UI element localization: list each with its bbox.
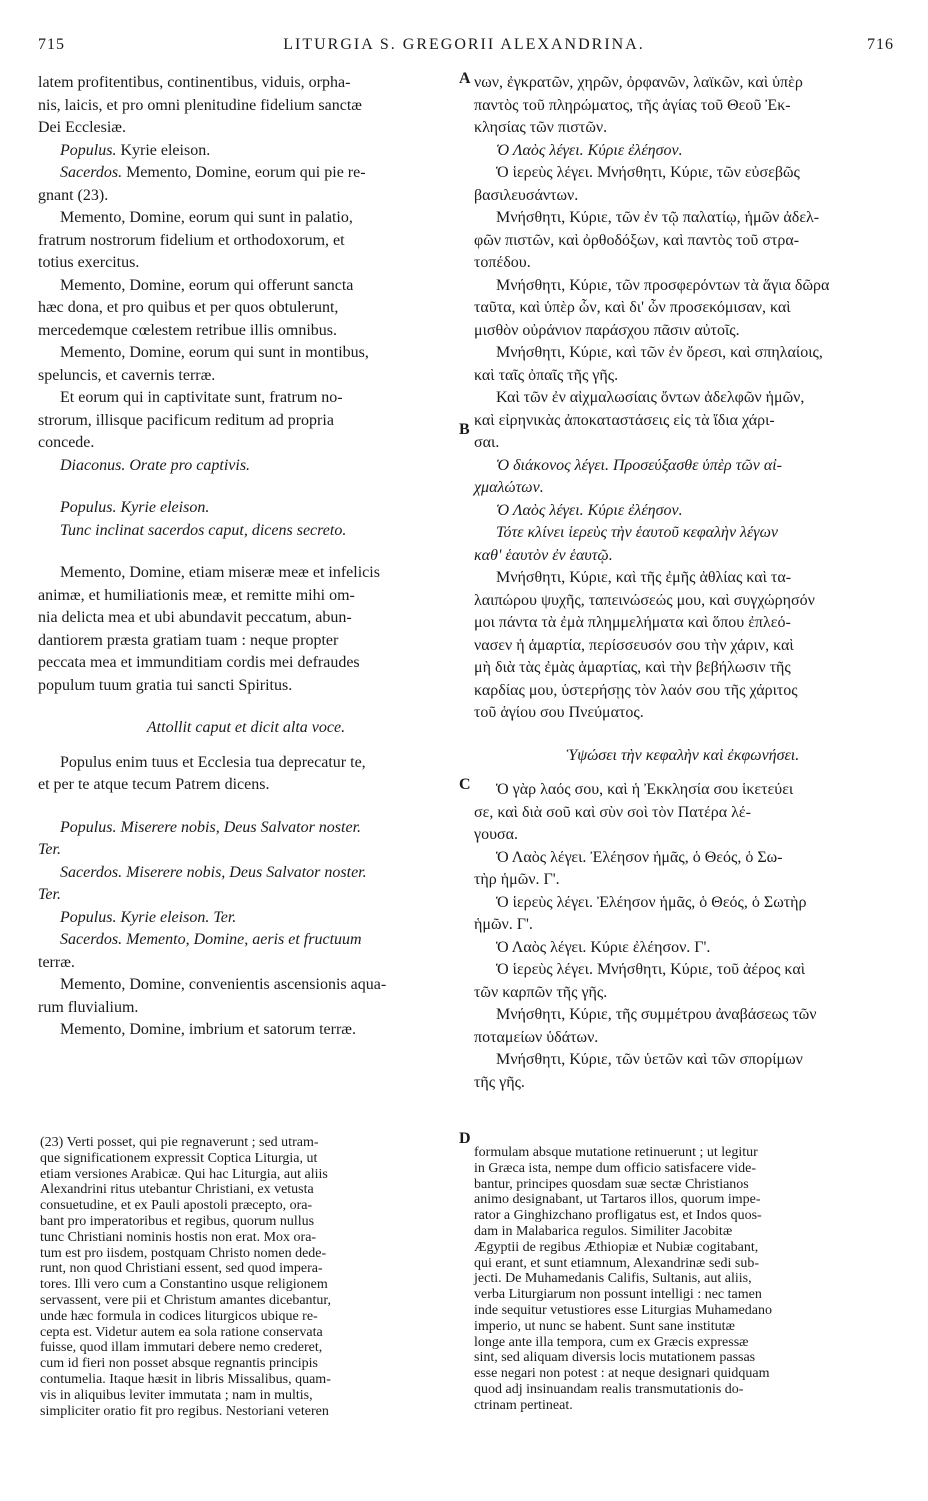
latin-line: hæc dona, et pro quibus et per quos obtulerunt, bbox=[38, 299, 339, 316]
greek-line: ποταμείων ὑδάτων. bbox=[474, 1028, 599, 1046]
latin-line: Memento, Domine, convenientis ascensionis aqua- bbox=[60, 976, 387, 993]
greek-rubric: καθ' ἑαυτὸν ἐν ἑαυτῷ. bbox=[474, 546, 613, 564]
latin-line: Memento, Domine, eorum qui offerunt sancta bbox=[60, 276, 354, 294]
greek-line: τῶν καρπῶν τῆς γῆς. bbox=[474, 983, 608, 1001]
rubric-line: Ter. bbox=[38, 886, 61, 903]
footnote-line: servassent, vere pii et Christum amantes dicebantur, bbox=[40, 1292, 332, 1308]
greek-line: φῶν πιστῶν, καὶ ὀρθοδόξων, καὶ παντὸς τοῦ στρα- bbox=[474, 231, 800, 249]
footnote-right bbox=[474, 1145, 892, 1414]
greek-line: βασιλευσάντων. bbox=[474, 186, 579, 204]
rubric-line: Diaconus. Orate pro captivis. bbox=[60, 456, 251, 474]
spacer bbox=[38, 542, 454, 562]
footnote-line: etiam versiones Arabicæ. Qui hac Liturgia, aut aliis bbox=[40, 1166, 328, 1182]
rubric-line bbox=[38, 140, 454, 163]
latin-line: Memento, Domine, eorum qui sunt in palatio, bbox=[60, 209, 353, 226]
footnote-line: in Græca ista, nempe dum officio satisfacere vide- bbox=[474, 1160, 756, 1176]
greek-line: Μνήσθητι, Κύριε, τῶν ἐν τῷ παλατίῳ, ἡμῶν ἀδελ- bbox=[496, 209, 820, 226]
greek-line: ταῦτα, καὶ ὑπὲρ ὧν, καὶ δι' ὧν προσεκόμισαν, καὶ bbox=[474, 299, 791, 316]
response-text: Kyrie eleison. bbox=[116, 141, 211, 159]
latin-line: totius exercitus. bbox=[38, 254, 140, 271]
right-page-number: 716 bbox=[867, 36, 894, 53]
footnote-line: sint, sed aliquam diversis locis mutationem passas bbox=[474, 1350, 756, 1366]
latin-line: Memento, Domine, eorum qui sunt in montibus, bbox=[60, 344, 369, 361]
greek-line: Μνήσθητι, Κύριε, τῶν προσφερόντων τὰ ἅγια δῶρα bbox=[496, 276, 830, 294]
spacer bbox=[38, 797, 454, 817]
speaker-label: Sacerdos. bbox=[60, 164, 123, 181]
greek-rubric: χμαλώτων. bbox=[474, 479, 544, 496]
greek-column bbox=[474, 72, 892, 1094]
footnote-line: tum est pro iisdem, postquam Christo nomen dede- bbox=[40, 1245, 327, 1261]
footnote-line: animo designabant, ut Tartaros illos, quorum impe- bbox=[474, 1192, 761, 1208]
latin-line: animæ, et humiliationis meæ, et remitte mihi om- bbox=[38, 586, 355, 604]
spacer bbox=[474, 767, 892, 779]
rubric-line: Sacerdos. Memento, Domine, aeris et fructuum bbox=[60, 931, 362, 948]
footnote-line: quod adj insinuandam realis transmutationis do- bbox=[474, 1381, 744, 1397]
footnote-line: Alexandrini ritus utebantur Christiani, ex vetusta bbox=[40, 1182, 314, 1198]
footnote-line: rator a Ginghizchano profligatus est, et Indos quos- bbox=[474, 1208, 762, 1224]
greek-line: σαι. bbox=[474, 434, 500, 451]
greek-line: Μνήσθητι, Κύριε, καὶ τῶν ἐν ὄρεσι, καὶ σπηλαίοις, bbox=[496, 344, 823, 361]
rubric-line: Ter. bbox=[38, 841, 61, 858]
latin-line: fratrum nostrorum fidelium et orthodoxorum, et bbox=[38, 231, 345, 249]
footnote-line: bant pro imperatoribus et regibus, quorum nullus bbox=[40, 1213, 315, 1229]
latin-line: terræ. bbox=[38, 953, 75, 971]
latin-line: latem profitentibus, continentibus, viduis, orpha- bbox=[38, 74, 351, 91]
greek-line: παντὸς τοῦ πληρώματος, τῆς ἁγίας τοῦ Θεοῦ Ἐκ- bbox=[474, 96, 791, 114]
greek-line: κλησίας τῶν πιστῶν. bbox=[474, 119, 608, 136]
greek-line: Ὁ ἱερεὺς λέγει. Ἐλέησον ἡμᾶς, ὁ Θεός, ὁ Σωτὴρ bbox=[496, 893, 807, 911]
latin-column bbox=[38, 72, 454, 1042]
footnote-left bbox=[40, 1135, 454, 1419]
footnote-line: tores. Illi vero cum a Constantino usque religionem bbox=[40, 1277, 328, 1293]
greek-line: νασεν ἡ ἁμαρτία, περίσσευσόν σου τὴν χάριν, καὶ bbox=[474, 636, 794, 654]
footnote-line: ctrinam pertineat. bbox=[474, 1397, 573, 1413]
greek-line: ἡμῶν. Γ'. bbox=[474, 916, 533, 933]
greek-rubric-heading: Ὑψώσει τὴν κεφαλὴν καὶ ἐκφωνήσει. bbox=[566, 746, 800, 764]
footnote-line: inde sequitur vetustiores esse Liturgias Muhamedano bbox=[474, 1302, 772, 1318]
footnote-line: esse negari non potest : at neque designari quidquam bbox=[474, 1366, 770, 1382]
latin-line: peccata mea et immunditiam cordis mei defraudes bbox=[38, 654, 360, 671]
margin-marker-d: D bbox=[459, 1130, 471, 1147]
margin-marker-a: A bbox=[459, 70, 471, 87]
footnote-line: jecti. De Muhamedanis Califis, Sultanis, aut aliis, bbox=[474, 1271, 752, 1287]
greek-line: λαιπώρου ψυχῆς, ταπεινώσεώς μου, καὶ συγχώρησόν bbox=[474, 591, 815, 609]
spacer bbox=[474, 725, 892, 745]
footnote-line: vis in aliquibus leviter immutata ; nam in multis, bbox=[40, 1387, 313, 1403]
margin-marker-c: C bbox=[459, 776, 471, 793]
footnote-line: verba Liturgiarum non possunt intelligi : nec tamen bbox=[474, 1287, 762, 1303]
latin-line: rum fluvialium. bbox=[38, 998, 139, 1016]
footnote-line: consuetudine, et ex Pauli apostoli præcepto, ora- bbox=[40, 1198, 313, 1214]
latin-line: nis, laicis, et pro omni plenitudine fidelium sanctæ bbox=[38, 96, 362, 114]
footnote-line: formulam absque mutatione retinuerunt ; ut legitur bbox=[474, 1145, 758, 1160]
prayer-text: Memento, Domine, eorum qui pie re- bbox=[122, 164, 366, 181]
greek-line: Καὶ τῶν ἐν αἰχμαλωσίαις ὄντων ἀδελφῶν ἡμῶν, bbox=[496, 389, 805, 406]
footnote-line: (23) Verti posset, qui pie regnaverunt ; sed utram- bbox=[40, 1135, 319, 1150]
greek-line: μοι πάντα τὰ ἐμὰ πλημμελήματα καὶ ὅπου ἐπλεό- bbox=[474, 614, 791, 631]
greek-line: τὴρ ἡμῶν. Γ'. bbox=[474, 871, 560, 888]
footnote-line: simpliciter oratio fit pro regibus. Nestoriani veteren bbox=[40, 1403, 329, 1419]
latin-line: strorum, illisque pacificum reditum ad propria bbox=[38, 411, 334, 429]
greek-line: γουσα. bbox=[474, 826, 518, 843]
latin-line: mercedemque cœlestem retribue illis omnibus. bbox=[38, 321, 338, 339]
rubric-heading: Attollit caput et dicit alta voce. bbox=[146, 719, 346, 736]
greek-line: τοῦ ἁγίου σου Πνεύματος. bbox=[474, 704, 644, 721]
footnote-line: imperio, ut nunc se habent. Sunt sane institutæ bbox=[474, 1318, 735, 1334]
latin-line: Dei Ecclesiæ. bbox=[38, 119, 126, 136]
rubric-line: Populus. Kyrie eleison. Ter. bbox=[60, 908, 237, 926]
latin-line: gnant (23). bbox=[38, 186, 109, 204]
greek-line: Μνήσθητι, Κύριε, τῆς συμμέτρου ἀναβάσεως τῶν bbox=[496, 1006, 817, 1023]
latin-line: Memento, Domine, imbrium et satorum terræ. bbox=[60, 1021, 356, 1038]
greek-line: μισθὸν οὐράνιον παράσχου πᾶσιν αὐτοῖς. bbox=[474, 321, 740, 339]
footnote-line: Ægyptii de regibus Æthiopiæ et Nubiæ cogitabant, bbox=[474, 1239, 759, 1255]
greek-rubric: Τότε κλίνει ἱερεὺς τὴν ἑαυτοῦ κεφαλὴν λέγων bbox=[496, 524, 778, 541]
greek-line: μὴ διὰ τὰς ἐμὰς ἁμαρτίας, καὶ τὴν βεβήλωσιν τῆς bbox=[474, 659, 791, 676]
greek-line: καρδίας μου, ὑστερήσῃς τὸν λαόν σου τῆς χάριτος bbox=[474, 681, 798, 699]
greek-line: Ὁ ἱερεὺς λέγει. Μνήσθητι, Κύριε, τῶν εὐσεβῶς bbox=[496, 164, 800, 181]
rubric-line: Populus. Kyrie eleison. bbox=[60, 499, 210, 516]
greek-line: καὶ ταῖς ὀπαῖς τῆς γῆς. bbox=[474, 366, 619, 384]
rubric-line: Sacerdos. Miserere nobis, Deus Salvator noster. bbox=[60, 863, 367, 881]
footnote-line: cepta est. Videtur autem ea sola ratione conservata bbox=[40, 1324, 323, 1340]
spacer bbox=[38, 740, 454, 752]
footnote-line: fuisse, quod illam immutari debere nemo crederet, bbox=[40, 1340, 323, 1356]
footnote-line: cum id fieri non posset absque regnantis principis bbox=[40, 1356, 318, 1372]
margin-marker-b: B bbox=[459, 421, 470, 438]
latin-line: dantiorem præsta gratiam tuam : neque propter bbox=[38, 631, 339, 649]
latin-line: speluncis, et cavernis terræ. bbox=[38, 366, 216, 384]
footnote-line: unde hæc formula in codices liturgicos ubique re- bbox=[40, 1308, 318, 1324]
greek-line: Μνήσθητι, Κύριε, καὶ τῆς ἐμῆς ἀθλίας καὶ τα- bbox=[496, 569, 792, 586]
latin-line: Et eorum qui in captivitate sunt, fratrum no- bbox=[60, 389, 343, 406]
greek-line: νων, ἐγκρατῶν, χηρῶν, ὀρφανῶν, λαϊκῶν, καὶ ὑπὲρ bbox=[474, 74, 803, 91]
greek-line: τῆς γῆς. bbox=[474, 1073, 525, 1091]
greek-rubric: Ὁ διάκονος λέγει. Προσεύξασθε ὑπὲρ τῶν αἰ- bbox=[496, 456, 783, 474]
footnote-line: longe ante illa tempora, cum ex Græcis expressæ bbox=[474, 1334, 749, 1350]
latin-line: populum tuum gratia tui sancti Spiritus. bbox=[38, 676, 293, 694]
latin-line: concede. bbox=[38, 434, 95, 451]
greek-line: Ὁ Λαὸς λέγει. Κύριε ἐλέησον. Γ'. bbox=[496, 938, 711, 956]
latin-line: Populus enim tuus et Ecclesia tua deprecatur te, bbox=[60, 753, 366, 771]
greek-rubric: Ὁ Λαὸς λέγει. Κύριε ἐλέησον. bbox=[496, 141, 683, 159]
spacer bbox=[38, 477, 454, 497]
running-title: LITURGIA S. GREGORII ALEXANDRINA. bbox=[283, 36, 645, 53]
speaker-label: Populus. bbox=[60, 141, 117, 159]
greek-line: καὶ εἰρηνικὰς ἀποκαταστάσεις εἰς τὰ ἴδια χάρι- bbox=[474, 411, 775, 429]
spacer bbox=[38, 697, 454, 717]
greek-line: Ὁ γὰρ λαός σου, καὶ ἡ Ἐκκλησία σου ἱκετεύει bbox=[496, 781, 794, 798]
greek-rubric: Ὁ Λαὸς λέγει. Κύριε ἐλέησον. bbox=[496, 501, 683, 519]
latin-line: nia delicta mea et ubi abundavit peccatum, abun- bbox=[38, 609, 352, 626]
left-page-number: 715 bbox=[38, 36, 65, 53]
latin-line: et per te atque tecum Patrem dicens. bbox=[38, 776, 270, 793]
footnote-line: que significationem expressit Coptica Liturgia, ut bbox=[40, 1150, 318, 1166]
footnote-line: contumelia. Itaque hæsit in libris Missalibus, quam- bbox=[40, 1371, 331, 1387]
greek-line: Μνήσθητι, Κύριε, τῶν ὑετῶν καὶ τῶν σπορίμων bbox=[496, 1051, 803, 1068]
greek-line: Ὁ Λαὸς λέγει. Ἐλέησον ἡμᾶς, ὁ Θεός, ὁ Σω- bbox=[496, 848, 783, 866]
latin-line: Memento, Domine, etiam miseræ meæ et infelicis bbox=[60, 564, 380, 581]
greek-line: σε, καὶ διὰ σοῦ καὶ σὺν σοὶ τὸν Πατέρα λέ- bbox=[474, 803, 751, 821]
footnote-line: bantur, principes quosdam suæ sectæ Christianos bbox=[474, 1176, 749, 1192]
footnote-line: dam in Malabarica regulos. Similiter Jacobitæ bbox=[474, 1223, 733, 1239]
footnote-line: tunc Christiani nominis hostis non erat. Mox ora- bbox=[40, 1229, 317, 1245]
rubric-line: Tunc inclinat sacerdos caput, dicens secreto. bbox=[60, 521, 347, 539]
greek-line: Ὁ ἱερεὺς λέγει. Μνήσθητι, Κύριε, τοῦ ἀέρος καὶ bbox=[496, 961, 806, 978]
footnote-line: runt, non quod Christiani essent, sed quod impera- bbox=[40, 1261, 323, 1277]
footnote-line: qui erant, et sunt etiamnum, Alexandrinæ sedi sub- bbox=[474, 1255, 760, 1271]
rubric-line: Populus. Miserere nobis, Deus Salvator noster. bbox=[60, 818, 362, 836]
greek-line: τοπέδου. bbox=[474, 254, 531, 271]
rubric-line bbox=[38, 162, 454, 185]
